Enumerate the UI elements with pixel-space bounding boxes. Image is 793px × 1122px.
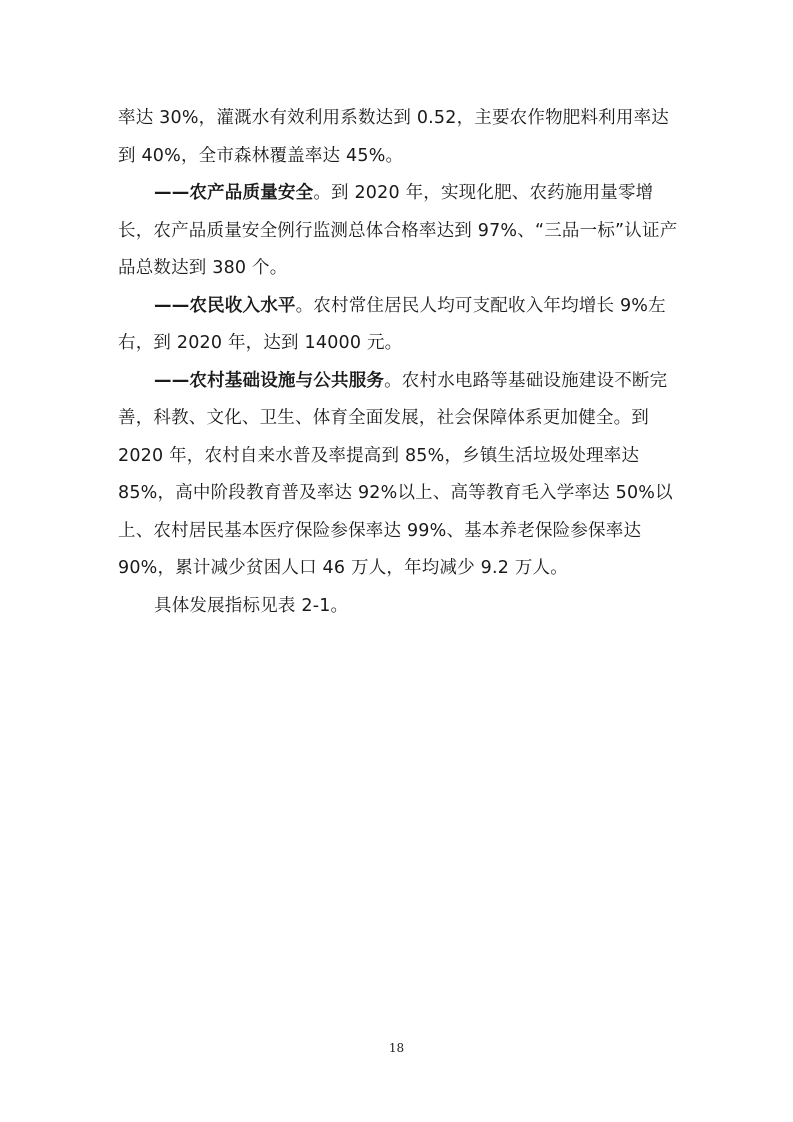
paragraph-3-heading: ——农民收入水平 xyxy=(154,295,296,316)
paragraph-1-text: 率达 30%，灌溉水有效利用系数达到 0.52，主要农作物肥料利用率达到 40%，全市森林覆盖率达 45%。 xyxy=(118,108,669,166)
paragraph-3-body: 。农村常住居民人均可支配收入年均增长 9%左右，到 2020 年，达到 14000 元。 xyxy=(118,295,666,353)
page-number: 18 xyxy=(388,1041,405,1055)
paragraph-4-heading: ——农村基础设施与公共服务 xyxy=(154,370,385,391)
paragraph-2-heading: ——农产品质量安全 xyxy=(154,183,314,203)
paragraph-4 xyxy=(118,363,678,588)
paragraph-3 xyxy=(118,288,678,363)
body-text xyxy=(118,100,678,625)
paragraph-2 xyxy=(118,175,678,288)
paragraph-5 xyxy=(118,588,678,626)
paragraph-2-body: 。到 2020 年，实现化肥、农药施用量零增长，农产品质量安全例行监测总体合格率达到 97%、“三品一标”认证产品总数达到 380 个。 xyxy=(118,183,678,278)
paragraph-1 xyxy=(118,100,678,175)
paragraph-5-text: 具体发展指标见表 2-1。 xyxy=(154,595,349,616)
paragraph-4-body: 。农村水电路等基础设施建设不断完善，科教、文化、卫生、体育全面发展，社会保障体系更加健全。到 2020 年，农村自来水普及率提高到 85%，乡镇生活垃圾处理率达 85%，高中阶段教育普及率达 92%以上、高等教育毛入学率达 50%以上、农村居民基本医疗保险参保率达 99%、基本养老保险参保率达 90%，累计减少贫困人口 46 万人，年均减少 9.2 万人。 xyxy=(118,370,673,578)
